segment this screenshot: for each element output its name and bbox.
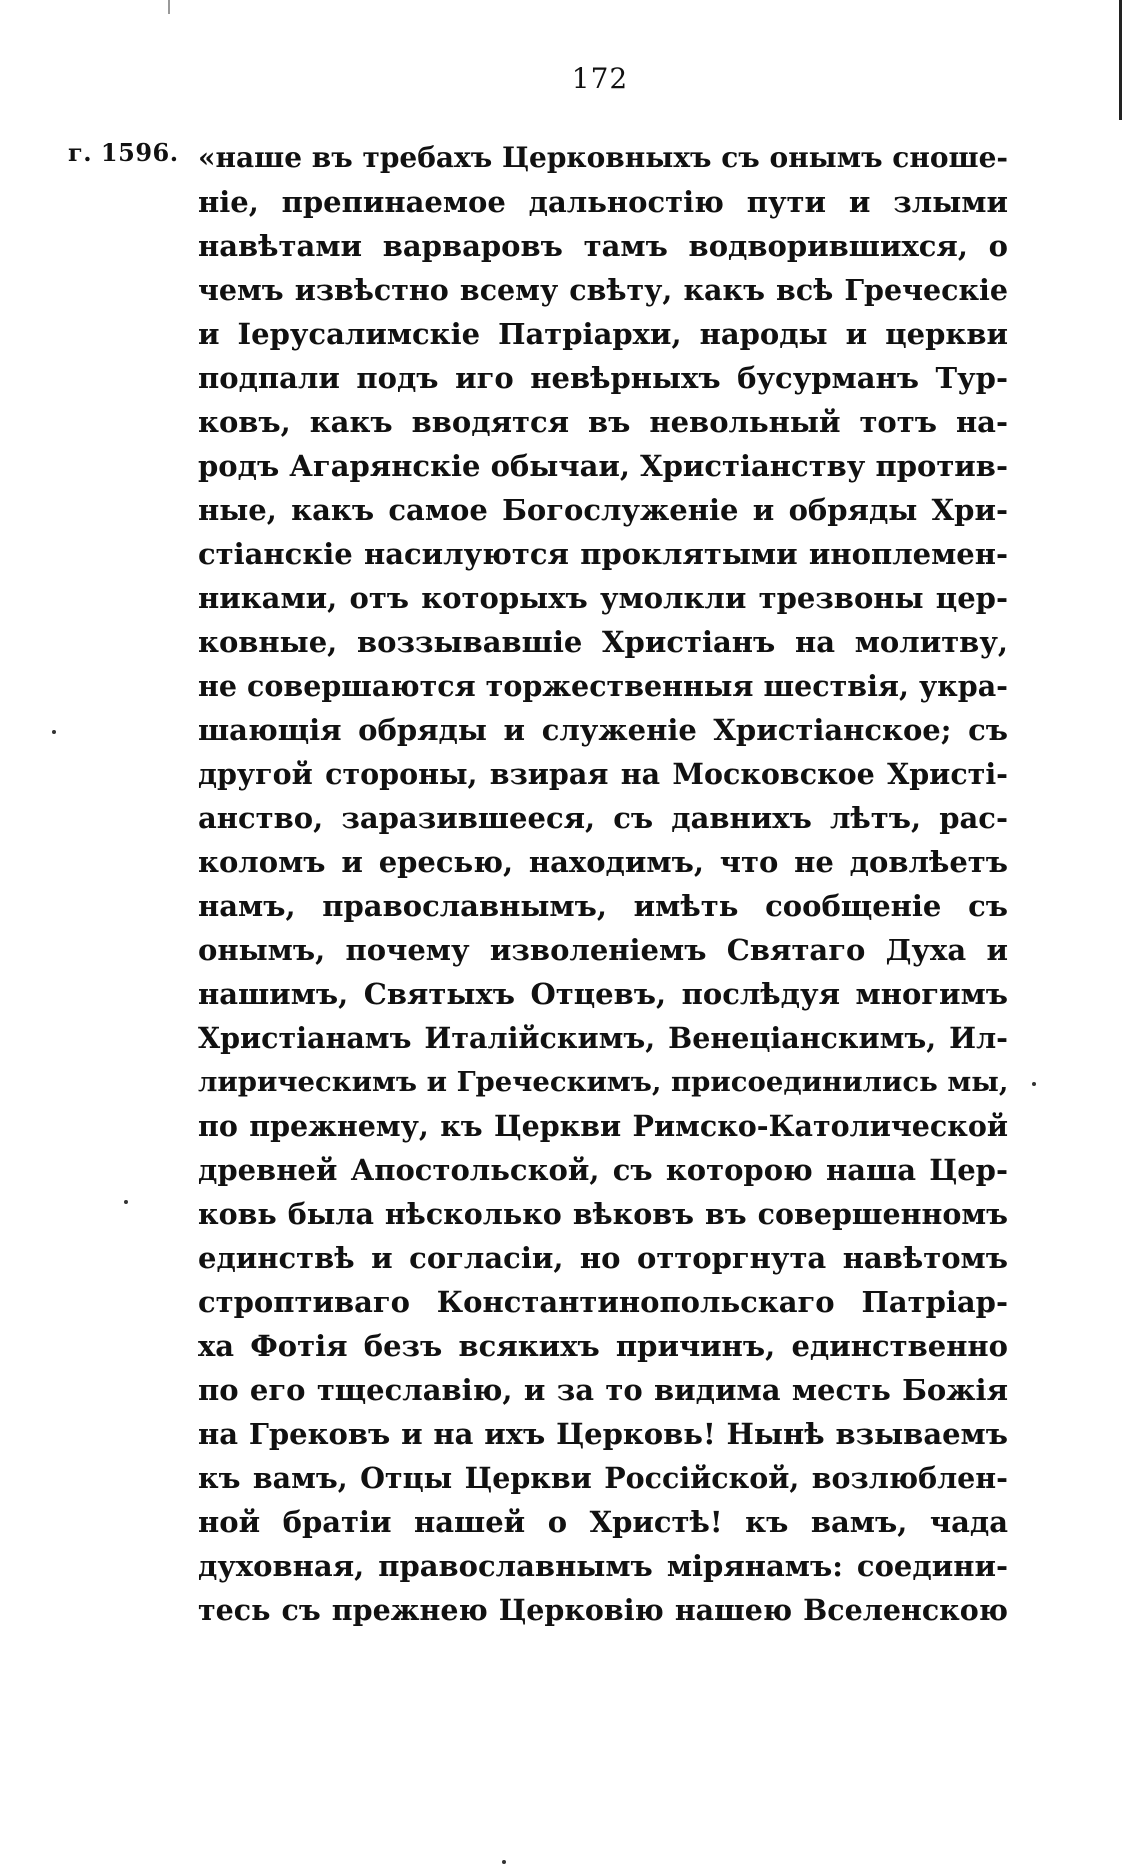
text-line: никами, отъ которыхъ умолкли трезвоны цер- (198, 581, 1008, 615)
text-line: духовная, православнымъ мірянамъ: соедини- (198, 1549, 1008, 1583)
text-line: ковные, воззывавшіе Христіанъ на молитву, (198, 625, 1008, 659)
text-line: къ вамъ, Отцы Церкви Россійской, возлюблен- (198, 1461, 1008, 1495)
scan-speck (52, 730, 56, 734)
text-line: нашимъ, Святыхъ Отцевъ, послѣдуя многимъ (198, 977, 1008, 1011)
text-line: на Грековъ и на ихъ Церковь! Нынѣ взываемъ (198, 1417, 1008, 1451)
text-line: чемъ извѣстно всему свѣту, какъ всѣ Греческіе (198, 273, 1008, 307)
text-line: «наше въ требахъ Церковныхъ съ онымъ сноше- (198, 141, 1008, 174)
body-text (198, 136, 1008, 1632)
scan-speck (124, 1200, 128, 1204)
text-line: не совершаются торжественныя шествія, укра- (198, 669, 1008, 703)
scan-speck (502, 1860, 506, 1864)
page-edge-rule (1119, 0, 1122, 120)
text-line: намъ, православнымъ, имѣть сообщеніе съ (198, 889, 1008, 923)
text-line: другой стороны, взирая на Московское Христі- (198, 757, 1008, 791)
text-line: тесь съ прежнею Церковію нашею Вселенскою (198, 1593, 1008, 1627)
text-line: ной братіи нашей о Христѣ! къ вамъ, чада (198, 1505, 1008, 1539)
text-line: единствѣ и согласіи, но отторгнута навѣтомъ (198, 1241, 1008, 1275)
text-line: и Іерусалимскіе Патріархи, народы и церкви (198, 317, 1008, 351)
margin-year-note: г. 1596. (68, 138, 179, 167)
text-line: древней Апостольской, съ которою наша Цер- (198, 1153, 1008, 1187)
text-line: ніе, препинаемое дальностію пути и злыми (198, 185, 1008, 219)
text-line: по его тщеславію, и за то видима месть Божія (198, 1373, 1008, 1407)
text-line: родъ Агарянскіе обычаи, Христіанству против- (198, 449, 1008, 483)
text-line: шающія обряды и служеніе Христіанское; съ (198, 713, 1008, 747)
text-line: по прежнему, къ Церкви Римско-Католической (198, 1109, 1008, 1143)
text-line: ные, какъ самое Богослуженіе и обряды Хри- (198, 493, 1008, 527)
text-line: ковь была нѣсколько вѣковъ въ совершенномъ (198, 1197, 1008, 1231)
text-line: подпали подъ иго невѣрныхъ бусурманъ Тур- (198, 361, 1008, 395)
text-line: онымъ, почему изволеніемъ Святаго Духа и (198, 933, 1008, 967)
text-line: ковъ, какъ вводятся въ невольный тотъ на- (198, 405, 1008, 439)
text-line: ха Фотія безъ всякихъ причинъ, единственно (198, 1329, 1008, 1363)
text-line: Христіанамъ Италійскимъ, Венеціанскимъ, Ил- (198, 1021, 1008, 1055)
page-number: 172 (571, 62, 629, 95)
text-line: лирическимъ и Греческимъ, присоединились мы, (198, 1066, 1008, 1098)
text-line: строптиваго Константинопольскаго Патріар- (198, 1285, 1008, 1319)
text-line: анство, заразившееся, съ давнихъ лѣтъ, рас- (198, 801, 1008, 835)
text-line: коломъ и ересью, находимъ, что не довлѣетъ (198, 845, 1008, 879)
scan-speck (1032, 1082, 1036, 1086)
text-line: стіанскіе насилуются проклятыми иноплемен- (198, 537, 1008, 571)
scan-mark-top (168, 0, 170, 14)
text-line: навѣтами варваровъ тамъ водворившихся, о (198, 229, 1008, 263)
